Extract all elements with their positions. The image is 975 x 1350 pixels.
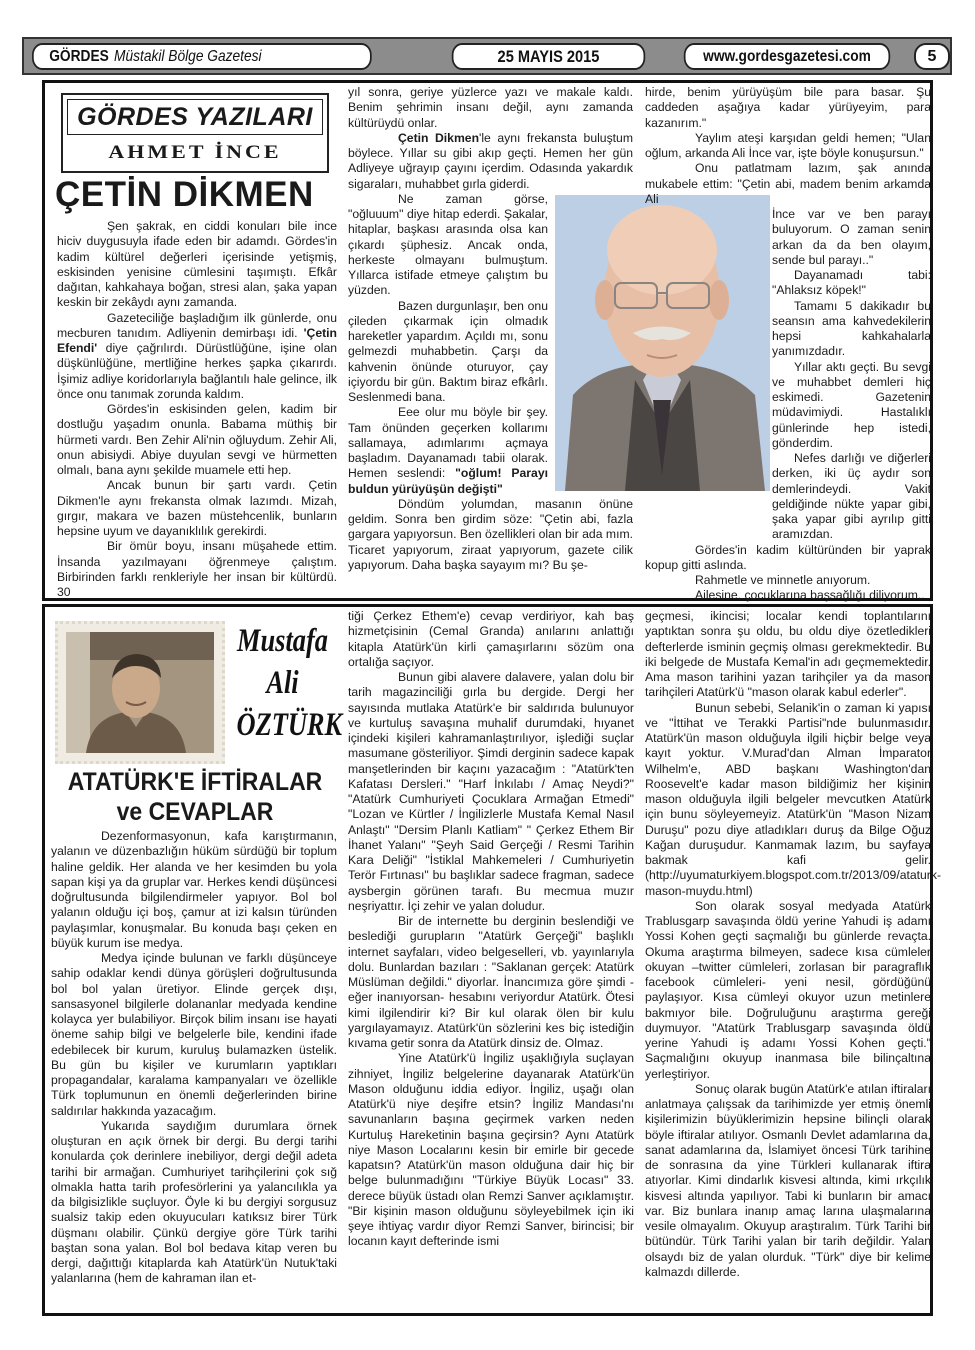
article2-column-3 [645,609,942,1280]
text-run: 'le aynı frekansta buluştum böylece. Yıllar su gibi akıp geçti. Hemen her gün Adliyeye uğrayıp çayını içerdim. Odasında yakardık sigaraları, muhabbet gırla giderdi. [348,130,633,191]
author-photo [66,632,214,753]
paragraph: tiği Çerkez Ethem'e) cevap verdiriyor, kah baş hizmetçisinin (Cemal Granda) anılarını anlattığı kitapla Atatürk'ün kirli çamaşırlarını sözüm ona ortalığa saçıyor. [348,609,634,669]
text-run: Gazeteciliğe başladığım ilk günlerde, onu mecburen tanıdım. Adliyenin demirbaşı idi. [57,310,337,340]
paragraph: Gördes'in kadim kültüründen bir yaprak kopup gitti aslında. [645,542,931,572]
paragraph: Bunun sebebi, Selanik'in o zaman ki yapısı ve "İttihat ve Terakki Partisi"nde bulunmasıdır. Atatürk'ün mason olduğuyla ilgili hiçbir belge veya kayıt yoktur. V.Murad'dan Alman İmparator Wilhelm'e, ABD başkanı Washington'dan Roosevelt'e kadar mason bildiğimiz her kişinin mason olduğuyla ilgili belgeler mevcutken Atatürk için bunu söyleyemeyiz. Atatürk'ün "Mason Nizam Duruşu" pozu diye atladıkları duruş da Bilge Oğuz Kağan duruşudur. Kanmamak lazım, bu sayfaya bakmak kafi gelir. (http://uyumaturkiyem.blogspot.com.tr/2013/09/ataturk-mason-muydu.html) [645,700,942,898]
website-link[interactable]: www.gordesgazetesi.com [684,43,890,70]
paragraph: Dezenformasyonun, kafa karıştırmanın, yalanın ve düzenbazlığın hüküm sürdüğü bir toplum haline geldik. Her alanda ve her kesimden bu yola sapan kişi ya da gruplar var. Herkes kendi düşüncesi doğrultusunda bilgilendirmeler yapıyor. Bol bol yalanın olduğu içi boş, çamur at izi kalsın türünden paylaşımlar, konuşmalar. Bu konuda başı çeken en büyük kurum ise medya. [51,829,337,950]
article-headline: ÇETİN DİKMEN [55,175,314,214]
article2-column-1 [51,829,337,1287]
paragraph: Dayanamadı tabi: "Ahlaksız köpek!" [772,268,931,298]
column-series-header [61,93,329,173]
wrapped-text [772,207,931,543]
paragraph: Tamamı 5 dakikadır bu seansın ama kahvedekilerin hepsi kahkahalarla yanımızdadır. [772,298,931,359]
paragraph: Sonuç olarak bugün Atatürk'e atılan iftiraları anlatmaya çalışsak da tarihimizde yer etmiş önemli kişilerimizin büyüklerimizin hepsine bilinçli olarak böyle iftiralar atılıyor. Osmanlı Devlet adamlarına da, sanat adamlarına da, İslamiyet öncesi Türk tarihine de sonrasına da yine Türkleri kullanarak iftira atıyorlar. Kimi dindarlık kisvesi altında, kimi ırkçılık kisvesi altında yapılıyor. Tabi ki bunların bir amacı var. Biz bunlara inanıp amaç larına ulaşmalarına vesile olmayalım. Okuyup araştıralım. Türk Tarihi bir bütündür. Türk Tarihi yalan bir tarih değildir. Yalan olsaydı biz de yalan olurduk. "Türk" diye bir kelime kalmazdı dillerde. [645,1081,931,1279]
paragraph: Gördes'in eskisinden gelen, kadim bir dostluğu yaşadım onunla. Babama müthiş bir hürmeti vardı. Ben Zehir Ali'nin oğluydum. Zehir Ali, onun abisiydi. Abiye duyulan sevgi ve hürmetten olmalı, bana aynı şekilde muamele etti hep. [57,402,337,477]
page-number: 5 [914,43,950,70]
bold-text: Çetin Dikmen [398,130,480,145]
masthead-bar [22,37,952,75]
paper-name: GÖRDES [49,47,109,65]
paragraph: Şen şakrak, en ciddi konuları bile ince hiciv duygusuyla ifade eden bir adamdı. Gördes'in kadim kültürel değerleri içerisinde yetişmiş, eskisinden yenisine cümlesini taşımıştı. Efkâr dağıtan, kahkahaya boğan, stresi alan, şaka yapan keskin bir zekâydı aynı zamanda. [57,219,337,310]
author-middle-name: Ali [266,665,299,701]
series-author: AHMET İNCE [108,140,282,163]
article-headline-line-1: ATATÜRK'E İFTİRALAR [67,768,323,796]
bold-text: 'Çetin Efendi' [57,325,337,355]
paragraph: Ancak bunun bir şartı vardı. Çetin Dikmen'le aynı frekansta olmak lazımdı. Mizah, gırgır, makara ve bazen müstehcenlik, bunların hepsine uyum ve dayanıklılık gerekirdi. [57,478,337,538]
text-run: diye çağrılırdı. Dürüstlüğüne, işine olan düşkünlüğüne, mertliğine herkes şapka çıkarırdı. İşimiz adliye koridorlarıyla bağlantılı hale gelince, ilk önce onu tanımak zorunda kaldım. [57,341,337,401]
paragraph: Yıllar aktı geçti. Bu sevgi ve muhabbet demleri hiç eskimedi. Gazetenin müdavimiydi. Hastalıklı günlerinde hep istedi, gönderdim. [772,359,931,450]
article-headline-line-2: ve CEVAPLAR [116,798,274,826]
paragraph [348,405,548,497]
article-cetin-dikmen [42,80,933,601]
paragraph: Bunun gibi alavere dalavere, yalan dolu bir tarih magazinciliği gırla bu dergide. Dergi her sayısında mutlaka Atatürk'e bir saldırıda bulunuyor ve kurtuluş savaşına muhalif durumdaki, hıyanet içindeki kişileri kahramanlaştırılıyor, işlediği suçlar masumane gösteriliyor. Şimdi derginin sadece kapak manşetlerinden bir kaçını yazacağım : "Atatürk'ten Kafatası Dersleri." "Harf İnkılabı / Amaç Neydi?" "Atatürk Cumhuriyeti Çocuklara Armağan Etmedi" "Lozan ve Kürtler / İngilizlerle Mustafa Kemal Nasıl Anlaştı" "Dersim Planlı Katliam" " Çerkez Ethem Bir İhanet Yalanı" "Şeyh Said Gerçeği / Resmi Tarihin Kara Deliği" "İstiklal Mahkemeleri / Cumhuriyetin Terör Fırtınası" bu başlıklar sadece fragman, sadece aysbergin görünen tarafı. Bu mecmua muzır neşriyattır. İçi zehir ve yalan doludur. [348,670,634,913]
article2-column-2 [348,609,634,1250]
paragraph: Rahmetle ve minnetle anıyorum. [695,573,871,587]
paragraph: Yukarıda saydığım durumlara örnek oluşturan en açık örnek bir dergi. Bu dergi tarihi konularda çok derinlere inebiliyor, dergi değil adeta tarihi bir armağan. Cumhuriyet tarihçilerini çok sığ olmakla hatta tarih profesörlerini ya yalancılıkla ya da bilgisizlikle suçluyor. Öyle ki bu dergiyi sorgusuz sualsiz takip eden okuyucuları katıksız birer Türk düşmanı olabilir. Çünkü dergiye göre Türk tarihi baştan sona yalan. Bol bol bedava kitap veren bu dergi, dağıttığı kitaplarda kah Atatürk'ün Nutuk'taki yalanlarına (hem de kahraman ilan et- [51,1118,337,1286]
author-first-name: Mustafa [237,623,328,659]
paragraph [348,131,633,192]
article1-column-1 [57,219,337,600]
wrapped-text [348,192,548,497]
paragraph: Ne zaman görse, "oğluuum" diye hitap ederdi. Şakalar, hitaplar, başkası arasında olsa kan çıkardı şüphesiz. Ancak onda, herkeste olmayanı bulmuştum. Yıllarca istifade etmeye çalıştım bu yüzden. [348,191,548,298]
paragraph: Yine Atatürk'ü İngiliz uşaklığıyla suçlayan zihniyet, İngiliz belgelerine dayanarak Atatürk'ün Mason olduğunu iddia ediyor. İngiliz, uşağı olan Atatürk'ü niye deşifre etsin? İngiliz Mandası'nı savunanların başına geçirmek varken neden Kurtuluş Hareketinin başına geçirsin? Aynı Atatürk niye Mason Localarını kesin bir emirle bir gecede kapatsın? Atatürk'ün mason olduğuna dair hiç bir belge bulunmadığını "Türkiye Büyük Locası" 33. derece büyük üstadı olan Remzi Sanver açıklamıştır. "Bir kişinin mason olduğunu söyleyebilmek için iki şeye ihtiyaç vardır diyor Remzi Sanver, birincisi; bir locanın kayıt defterinde ismi [348,1051,634,1249]
author-photo-stamp [55,621,225,764]
paragraph: Ailesine, çocuklarına başsağlığı diliyorum.. [695,588,925,603]
text-run: Eee olur mu böyle bir şey. Tam önünden geçerken kollarımı sallamaya, adımlarımı açmaya başladım. Dayanamadı tabii olarak. Hemen seslendi: [348,405,548,481]
article-ataturk-iftiralar [42,604,942,1316]
author-portrait-image [66,632,214,753]
bold-quote: "oğlum! Parayı buldun yürüyüşün değişti" [348,466,548,496]
author-last-name: ÖZTÜRK [236,707,343,743]
paper-subtitle: Müstakil Bölge Gazetesi [113,47,262,65]
paragraph: geçmesi, ikincisi; localar kendi toplantılarını yaptıktan sonra şu oldu, bu oldu diye özetledikleri defterlerde isminin geçmiş olması gerekmektedir. Bu iki belgede de Mustafa Kemal'in adı geçmemektedir. Ama mason tarihini yazan tarihçiler ya da mason tarihçileri Atatürk'ü "mason olarak kabul ederler". [645,609,931,700]
article1-column-3 [645,85,931,604]
series-title: GÖRDES YAZILARI [67,99,323,135]
paragraph: Son olarak sosyal medyada Atatürk Trablusgarp savaşında öldü yerine Yahudi iş adamı Yossi Kohen geçti saçmalığı bu günlerde revaçta. Okuma araştırma bilmeyen, sadece kısa cümleler okuyan –twitter cümleleri, zorlasan bir paragraflık facebook cümleleri- yeni nesil, gördüğünü paylaşıyor. Kısa cümleyi okuyor uzun metinlere bakmıyor bile. Doğruluğunu araştırma gereği duymuyor. "Atatürk Trablusgarp savaşında öldü yerine Yahudi iş adamı Yossi Kohen geçti." Saçmalığını okuyup inanmasa bile bilinçaltına yerleştiriyor. [645,898,931,1081]
paragraph: hirde, benim yürüyüşüm bile para basar. Şu caddeden aşağıya kadar yürüyeyim, para kazanırım." [645,85,931,130]
paragraph [57,311,337,403]
paragraph: Döndüm yolumdan, masanın önüne geldim. Sonra ben girdim söze: "Çetin abi, fazla gargara yapıyorsun. Ben özellikleri olan bir ada mım. Ticaret yapıyorum, ziraat yapıyorum, gazete cilik yapıyorum. Daha başka sayayım mı? Bu şe- [348,496,633,572]
paragraph: Yaylım ateşi karşıdan geldi hemen; "Ulan oğlum, arkanda Ali İnce var, işte böyle konuşursun." [645,130,931,160]
paper-title [32,43,372,70]
paragraph: Onu patlatmam lazım, şak anında mukabele ettim: "Çetin abi, madem benim arkamda Ali [645,161,931,206]
paragraph: Nefes darlığı ve diğerleri derken, iki üç aydır son demlerindeydi. Vakit geldiğinde nükte yapar gibi, şaka yapar gibi ayrılıp gitti aramızdan. [772,451,931,542]
paragraph: İnce var ve ben parayı buluyorum. O zaman senin arkan da da ben olayım, sende bul parayı.." [772,207,931,267]
paragraph: Medya içinde bulunan ve farklı düşünceye sahip odaklar kendi dünya görüşleri doğrultusunda bol bol yalan üretiyor. Elinde gerçek dışı, sansasyonel bilgilerle dolananlar medyada kendine kolayca yer bulabiliyor. Birçok bilim insanı ise hayati öneme sahip bilgi ve belgelerle bile, kendini ifade edebilecek bir kurum, kuruluş bulamazken üstelik. Bu gün bu kişiler ve kurumların yaptıkları propagandalar, karalama kampanyaları ve özellikle Türk toplumunun en önemli değerlerinden birine saldırılar hakkında yazacağım. [51,951,337,1118]
paragraph: Bir de internette bu derginin beslendiği ve beslediği gurupların "Atatürk Gerçeği" başlıklı internet sayfaları, video belgeselleri, vb. yayınlarıyla dolu. Bunlardan bazıları : "Saklanan gerçek: Atatürk Müslüman değildi." diyorlar. İnancımıza göre şimdi -eğer inanıyorsan- hesabını veriyordur Atatürk. Ötesi kimi ilgilendirir ki? Bir kul olarak ölen bir kulu yargılayamayız. Atatürk'ün sözlerini kes biç istediğin kıvama getir sonra da Atatürk dinsiz de. Olmaz. [348,914,634,1050]
issue-date: 25 MAYIS 2015 [452,43,646,70]
paragraph: yıl sonra, geriye yüzlerce yazı ve makale kaldı. Benim şehrimin insanı değil, aynı zamanda kültürüydü onlar. [348,85,633,130]
paragraph: Bazen durgunlaşır, ben onu çileden çıkarmak için olmadık hareketler yapardım. Açıldı mı, sonu gelmezdi muhabbetin. Çarşı da kahvenin önünde oturuyor, çay içiyordu bir gün. Baktım biraz efkârlı. Seslenmedi bana. [348,298,548,404]
paragraph: Bir ömür boyu, insanı müşahede ettim. İnsanda yazılmayanı öğrenmeye çalıştım. Birbirinden farklı renkleriyle her insan bir kültürdü. 30 [57,539,337,599]
